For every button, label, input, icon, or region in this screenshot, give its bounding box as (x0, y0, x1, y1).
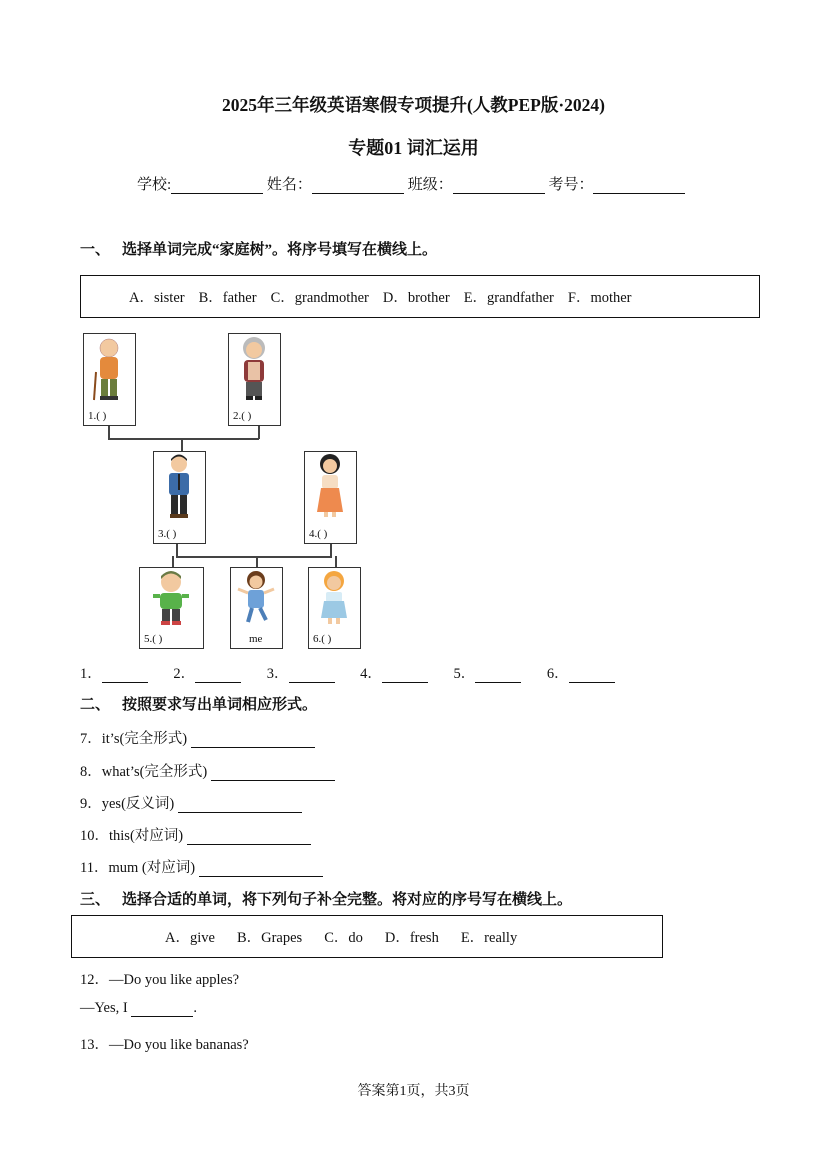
tree-connector (108, 438, 259, 440)
answer-blank-3[interactable] (289, 668, 335, 683)
me-illustration (231, 568, 281, 630)
tree-connector (108, 425, 110, 439)
tree-card-4 (304, 451, 357, 544)
tree-card-3 (153, 451, 206, 544)
answer-blank-6[interactable] (569, 668, 615, 683)
answer-3: 3． (267, 662, 335, 683)
tree-connector (176, 556, 332, 558)
answer-1: 1． (80, 662, 148, 683)
grandmother-illustration (229, 334, 279, 406)
name-field[interactable] (312, 177, 404, 194)
grandfather-illustration (84, 334, 134, 406)
tree-card-2 (228, 333, 281, 426)
tree-label-3: 3.( ) (158, 528, 177, 540)
mother-illustration (305, 452, 355, 524)
question-12-blank[interactable] (131, 1002, 193, 1017)
section1-heading: 一、 选择单词完成“家庭树”。将序号填写在横线上。 (80, 242, 438, 258)
tree-card-me (230, 567, 283, 649)
tree-label-6: 6.( ) (313, 633, 332, 645)
tree-connector (330, 543, 332, 556)
tree-connector (181, 438, 183, 452)
answer-4: 4． (360, 662, 428, 683)
question-11-blank[interactable] (199, 862, 323, 877)
class-label: 班级： (407, 177, 453, 193)
option-c: C．do (324, 930, 363, 946)
question-12: 12．—Do you like apples? (80, 972, 240, 988)
document-subtitle: 专题01 词汇运用 (348, 138, 479, 158)
question-13: 13．—Do you like bananas? (80, 1037, 249, 1053)
student-info-row (137, 173, 685, 194)
section1-answer-row (80, 662, 637, 683)
option-c: C．grandmother (270, 290, 369, 306)
document-title: 2025年三年级英语寒假专项提升(人教PEP版·2024) (221, 95, 606, 115)
question-8: 8．what’s(完全形式) (80, 760, 335, 781)
tree-label-me: me (249, 633, 263, 645)
option-a: A．sister (129, 290, 185, 306)
exam-no-field[interactable] (593, 177, 685, 194)
school-field[interactable] (171, 177, 263, 194)
tree-card-1 (83, 333, 136, 426)
option-b: B．father (198, 290, 257, 306)
name-label: 姓名： (266, 177, 312, 193)
tree-label-5: 5.( ) (144, 633, 163, 645)
tree-connector (258, 425, 260, 439)
question-10-blank[interactable] (187, 830, 311, 845)
answer-2: 2． (173, 662, 241, 683)
page-footer: 答案第1页，共3页 (357, 1084, 470, 1099)
question-7: 7．it’s(完全形式) (80, 727, 315, 748)
answer-blank-2[interactable] (195, 668, 241, 683)
section3-word-bank (71, 915, 663, 958)
option-f: F．mother (567, 290, 632, 306)
question-12-answer: —Yes, I . (80, 1000, 197, 1016)
tree-label-1: 1.( ) (88, 410, 107, 422)
tree-card-5 (139, 567, 204, 649)
tree-label-4: 4.( ) (309, 528, 328, 540)
father-illustration (154, 452, 204, 524)
brother-illustration (140, 568, 202, 630)
option-e: E．really (460, 930, 518, 946)
question-9-blank[interactable] (178, 798, 302, 813)
option-b: B．Grapes (236, 930, 303, 946)
answer-5: 5． (454, 662, 522, 683)
section1-word-bank (80, 275, 760, 318)
class-field[interactable] (453, 177, 545, 194)
tree-card-6 (308, 567, 361, 649)
exam-no-label: 考号： (548, 177, 594, 193)
question-8-blank[interactable] (211, 766, 335, 781)
option-d: D．fresh (384, 930, 439, 946)
question-9: 9．yes(反义词) (80, 792, 302, 813)
question-11: 11．mum (对应词) (80, 856, 323, 877)
section3-heading: 三、 选择合适的单词，将下列句子补全完整。将对应的序号写在横线上。 (80, 892, 573, 908)
tree-connector (176, 543, 178, 556)
answer-blank-5[interactable] (475, 668, 521, 683)
answer-6: 6． (547, 662, 615, 683)
school-label: 学校: (137, 177, 172, 193)
option-d: D．brother (382, 290, 450, 306)
question-7-blank[interactable] (191, 733, 315, 748)
sister-illustration (309, 568, 359, 630)
answer-blank-4[interactable] (382, 668, 428, 683)
section2-heading: 二、 按照要求写出单词相应形式。 (80, 697, 318, 713)
answer-blank-1[interactable] (102, 668, 148, 683)
option-a: A．give (165, 930, 215, 946)
tree-label-2: 2.( ) (233, 410, 252, 422)
question-10: 10．this(对应词) (80, 824, 311, 845)
option-e: E．grandfather (463, 290, 554, 306)
